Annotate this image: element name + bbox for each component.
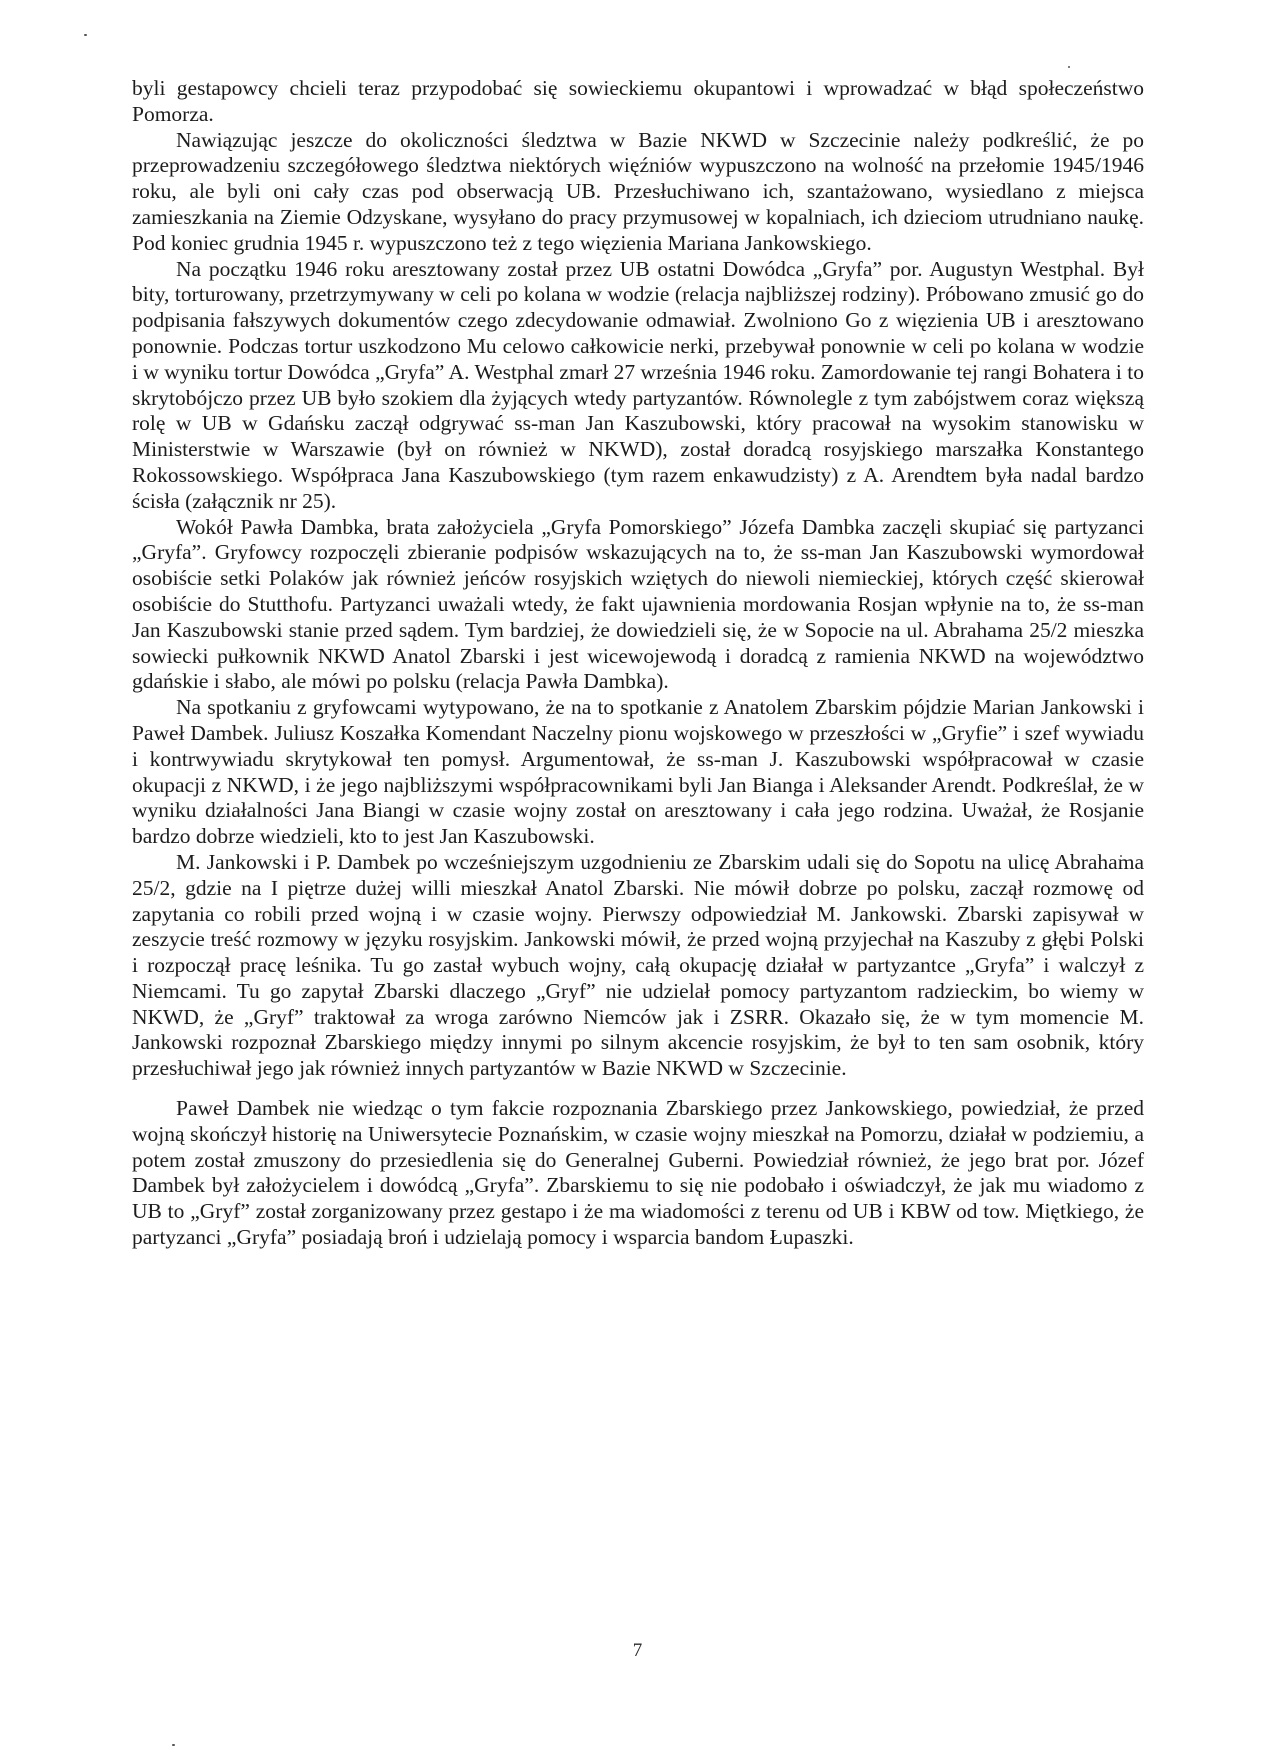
page-number: 7 [632,1640,643,1661]
paragraph: Na spotkaniu z gryfowcami wytypowano, że na to spotkanie z Anatolem Zbarskim pójdzie Marian Jankowski i Paweł Dambek. Juliusz Koszałka Komendant Naczelny pionu wojskowego w przeszłości w „Gryfie” i szef wywiadu i kontrwywiadu skrytykował ten pomysł. Argumentował, że ss-man J. Kaszubowski współpracował w czasie okupacji z NKWD, i że jego najbliższymi współpracownikami byli Jan Bianga i Aleksander Arendt. Podkreślał, że w wyniku działalności Jana Biangi w czasie wojny został on aresztowany i cała jego rodzina. Uważał, że Rosjanie bardzo dobrze wiedzieli, kto to jest Jan Kaszubowski. [132,695,1144,849]
scan-speck [1068,66,1070,68]
scan-speck [84,34,87,36]
scan-speck [172,1744,175,1746]
paragraph: M. Jankowski i P. Dambek po wcześniejszym uzgodnieniu ze Zbarskim udali się do Sopotu na ulicę Abrahama 25/2, gdzie na I piętrze dużej willi mieszkał Anatol Zbarski. Nie mówił dobrze po polsku, zaczął rozmowę od zapytania co robili przed wojną i w czasie wojny. Pierwszy odpowiedział M. Jankowski. Zbarski zapisywał w zeszycie treść rozmowy w języku rosyjskim. Jankowski mówił, że przed wojną przyjechał na Kaszuby z głębi Polski i rozpoczął pracę leśnika. Tu go zastał wybuch wojny, całą okupację działał w partyzantce „Gryfa” i walczył z Niemcami. Tu go zapytał Zbarski dlaczego „Gryf” nie udzielał pomocy partyzantom radzieckim, bo wiemy w NKWD, że „Gryf” traktował za wroga zarówno Niemców jak i ZSRR. Okazało się, że w tym momencie M. Jankowski rozpoznał Zbarskiego między innymi po silnym akcencie rosyjskim, że był to ten sam osobnik, który przesłuchiwał jego jak również innych partyzantów w Bazie NKWD w Szczecinie. [132,849,1144,1081]
paragraph: byli gestapowcy chcieli teraz przypodobać się sowieckiemu okupantowi i wprowadzać w błąd społeczeństwo Pomorza. [132,76,1144,126]
paragraph: Paweł Dambek nie wiedząc o tym fakcie rozpoznania Zbarskiego przez Jankowskiego, powiedział, że przed wojną skończył historię na Uniwersytecie Poznańskim, w czasie wojny mieszkał na Pomorzu, działał w podziemiu, a potem został zmuszony do przesiedlenia się do Generalnej Guberni. Powiedział również, że jego brat por. Józef Dambek był założycielem i dowódcą „Gryfa”. Zbarskiemu to się nie podobało i oświadczył, że jak mu wiadomo z UB to „Gryf” został zorganizowany przez gestapo i że ma wiadomości z terenu od UB i KBW od tow. Miętkiego, że partyzanci „Gryfa” posiadają broń i udzielają pomocy i wsparcia bandom Łupaszki. [132,1096,1144,1250]
paragraph: Na początku 1946 roku aresztowany został przez UB ostatni Dowódca „Gryfa” por. Augustyn Westphal. Był bity, torturowany, przetrzymywany w celi po kolana w wodzie (relacja najbliższej rodziny). Próbowano zmusić go do podpisania fałszywych dokumentów czego zdecydowanie odmawiał. Zwolniono Go z więzienia UB i aresztowano ponownie. Podczas tortur uszkodzono Mu celowo całkowicie nerki, przebywał ponownie w celi po kolana w wodzie i w wyniku tortur Dowódca „Gryfa” A. Westphal zmarł 27 września 1946 roku. Zamordowanie tej rangi Bohatera i to skrytobójczo przez UB było szokiem dla żyjących wtedy partyzantów. Równolegle z tym zabójstwem coraz większą rolę w UB w Gdańsku zaczął odgrywać ss-man Jan Kaszubowski, który pracował na wysokim stanowisku w Ministerstwie w Warszawie (był on również w NKWD), został doradcą rosyjskiego marszałka Konstantego Rokossowskiego. Współpraca Jana Kaszubowskiego (tym razem enkawudzisty) z A. Arendtem była nadal bardzo ścisła (załącznik nr 25). [132,256,1144,513]
body-text [132,76,1144,1251]
paragraph: Nawiązując jeszcze do okoliczności śledztwa w Bazie NKWD w Szczecinie należy podkreślić, że po przeprowadzeniu szczegółowego śledztwa niektórych więźniów wypuszczono na wolność na przełomie 1945/1946 roku, ale byli oni cały czas pod obserwacją UB. Przesłuchiwano ich, szantażowano, wysiedlano z miejsca zamieszkania na Ziemie Odzyskane, wysyłano do pracy przymusowej w kopalniach, ich dzieciom utrudniano naukę. Pod koniec grudnia 1945 r. wypuszczono też z tego więzienia Mariana Jankowskiego. [132,127,1144,255]
paragraph: Wokół Pawła Dambka, brata założyciela „Gryfa Pomorskiego” Józefa Dambka zaczęli skupiać się partyzanci „Gryfa”. Gryfowcy rozpoczęli zbieranie podpisów wskazujących na to, że ss-man Jan Kaszubowski wymordował osobiście setki Polaków jak również jeńców rosyjskich wziętych do niewoli niemieckiej, których część skierował osobiście do Stutthofu. Partyzanci uważali wtedy, że fakt ujawnienia mordowania Rosjan wpłynie na to, że ss-man Jan Kaszubowski stanie przed sądem. Tym bardziej, że dowiedzieli się, że w Sopocie na ul. Abrahama 25/2 mieszka sowiecki pułkownik NKWD Anatol Zbarski i jest wicewojewodą i doradcą z ramienia NKWD na województwo gdańskie i słabo, ale mówi po polsku (relacja Pawła Dambka). [132,514,1144,694]
